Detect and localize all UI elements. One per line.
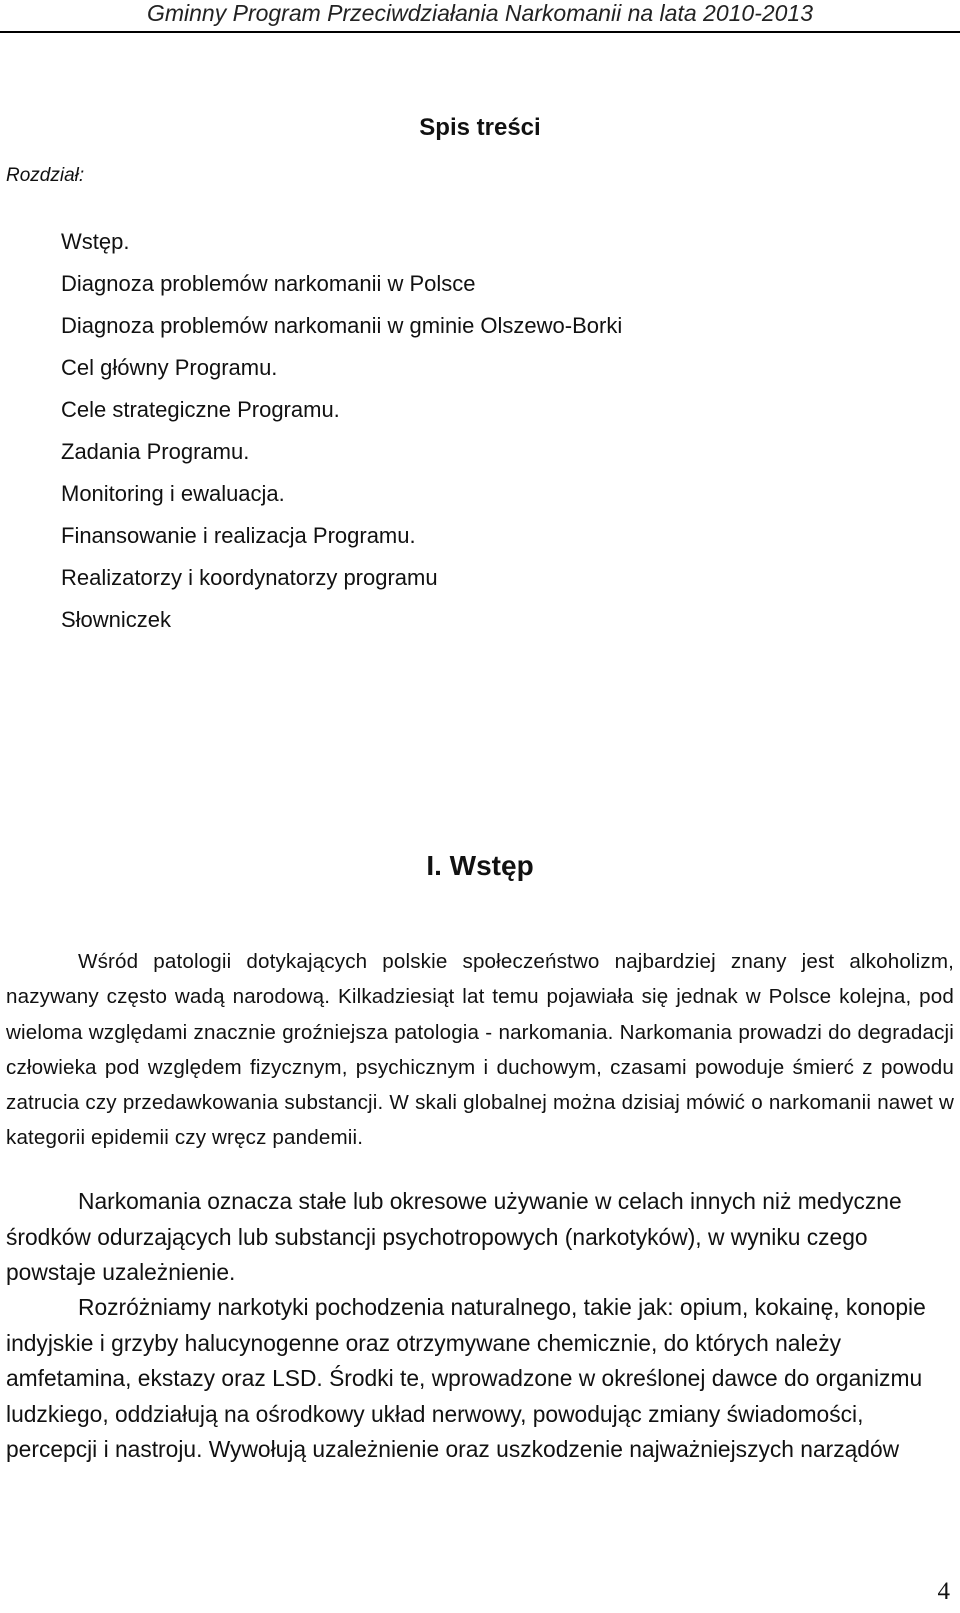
body-paragraph	[6, 944, 954, 1156]
header-rule	[0, 31, 960, 33]
table-of-contents	[0, 228, 700, 648]
toc-item-text: Finansowanie i realizacja Programu.	[61, 523, 416, 548]
toc-item-text: Monitoring i ewaluacja.	[61, 481, 285, 506]
toc-item	[0, 270, 700, 312]
paragraph-text: Wśród patologii dotykających polskie społeczeństwo najbardziej znany jest alkoholizm, nazywany często wadą narodową. Kilkadziesiąt lat temu pojawiała się jednak w Polsce kolejna, pod wieloma względami znacznie groźniejsza patologia - narkomania. Narkomania prowadzi do degradacji człowieka pod względem fizycznym, psychicznym i duchowym, czasami powoduje śmierć z powodu zatrucia czy przedawkowania substancji. W skali globalnej można dzisiaj mówić o narkomanii nawet w kategorii epidemii czy wręcz pandemii.	[6, 950, 954, 1150]
toc-item	[0, 396, 700, 438]
toc-item-text: Diagnoza problemów narkomanii w Polsce	[61, 271, 476, 296]
toc-item	[0, 522, 700, 564]
toc-item	[0, 480, 700, 522]
toc-item-text: Słowniczek	[61, 607, 172, 632]
toc-item	[0, 312, 700, 354]
body-paragraph	[6, 1184, 956, 1291]
toc-item	[0, 354, 700, 396]
page-number: 4	[937, 1578, 950, 1605]
toc-item	[0, 438, 700, 480]
toc-item-text: Wstęp.	[61, 229, 130, 254]
body-paragraph	[6, 1290, 956, 1468]
toc-item	[0, 564, 700, 606]
paragraph-text: Rozróżniamy narkotyki pochodzenia naturalnego, takie jak: opium, kokainę, konopie indyjskie i grzyby halucynogenne oraz otrzymywane chemicznie, do których należy amfetamina, ekstazy oraz LSD. Środki te, wprowadzone w określonej dawce do organizmu ludzkiego, oddziałują na ośrodkowy układ nerwowy, powodując zmiany świadomości, percepcji i nastroju. Wywołują uzależnienie oraz uszkodzenie najważniejszych narządów	[6, 1294, 926, 1463]
toc-item-text: Diagnoza problemów narkomanii w gminie Olszewo-Borki	[61, 313, 623, 338]
paragraph-text: Narkomania oznacza stałe lub okresowe używanie w celach innych niż medyczne środków odurzających lub substancji psychotropowych (narkotyków), w wyniku czego powstaje uzależnienie.	[6, 1188, 902, 1286]
running-header: Gminny Program Przeciwdziałania Narkomanii na lata 2010-2013	[146, 0, 814, 26]
toc-item-text: Cel główny Programu.	[61, 355, 278, 380]
toc-item	[0, 606, 700, 648]
section-title: I. Wstęp	[426, 850, 534, 881]
toc-item	[0, 228, 700, 270]
toc-item-text: Realizatorzy i koordynatorzy programu	[61, 565, 438, 590]
toc-label: Rozdział:	[6, 165, 85, 186]
toc-item-text: Cele strategiczne Programu.	[61, 397, 340, 422]
toc-item-text: Zadania Programu.	[61, 439, 250, 464]
toc-title: Spis treści	[419, 114, 541, 141]
